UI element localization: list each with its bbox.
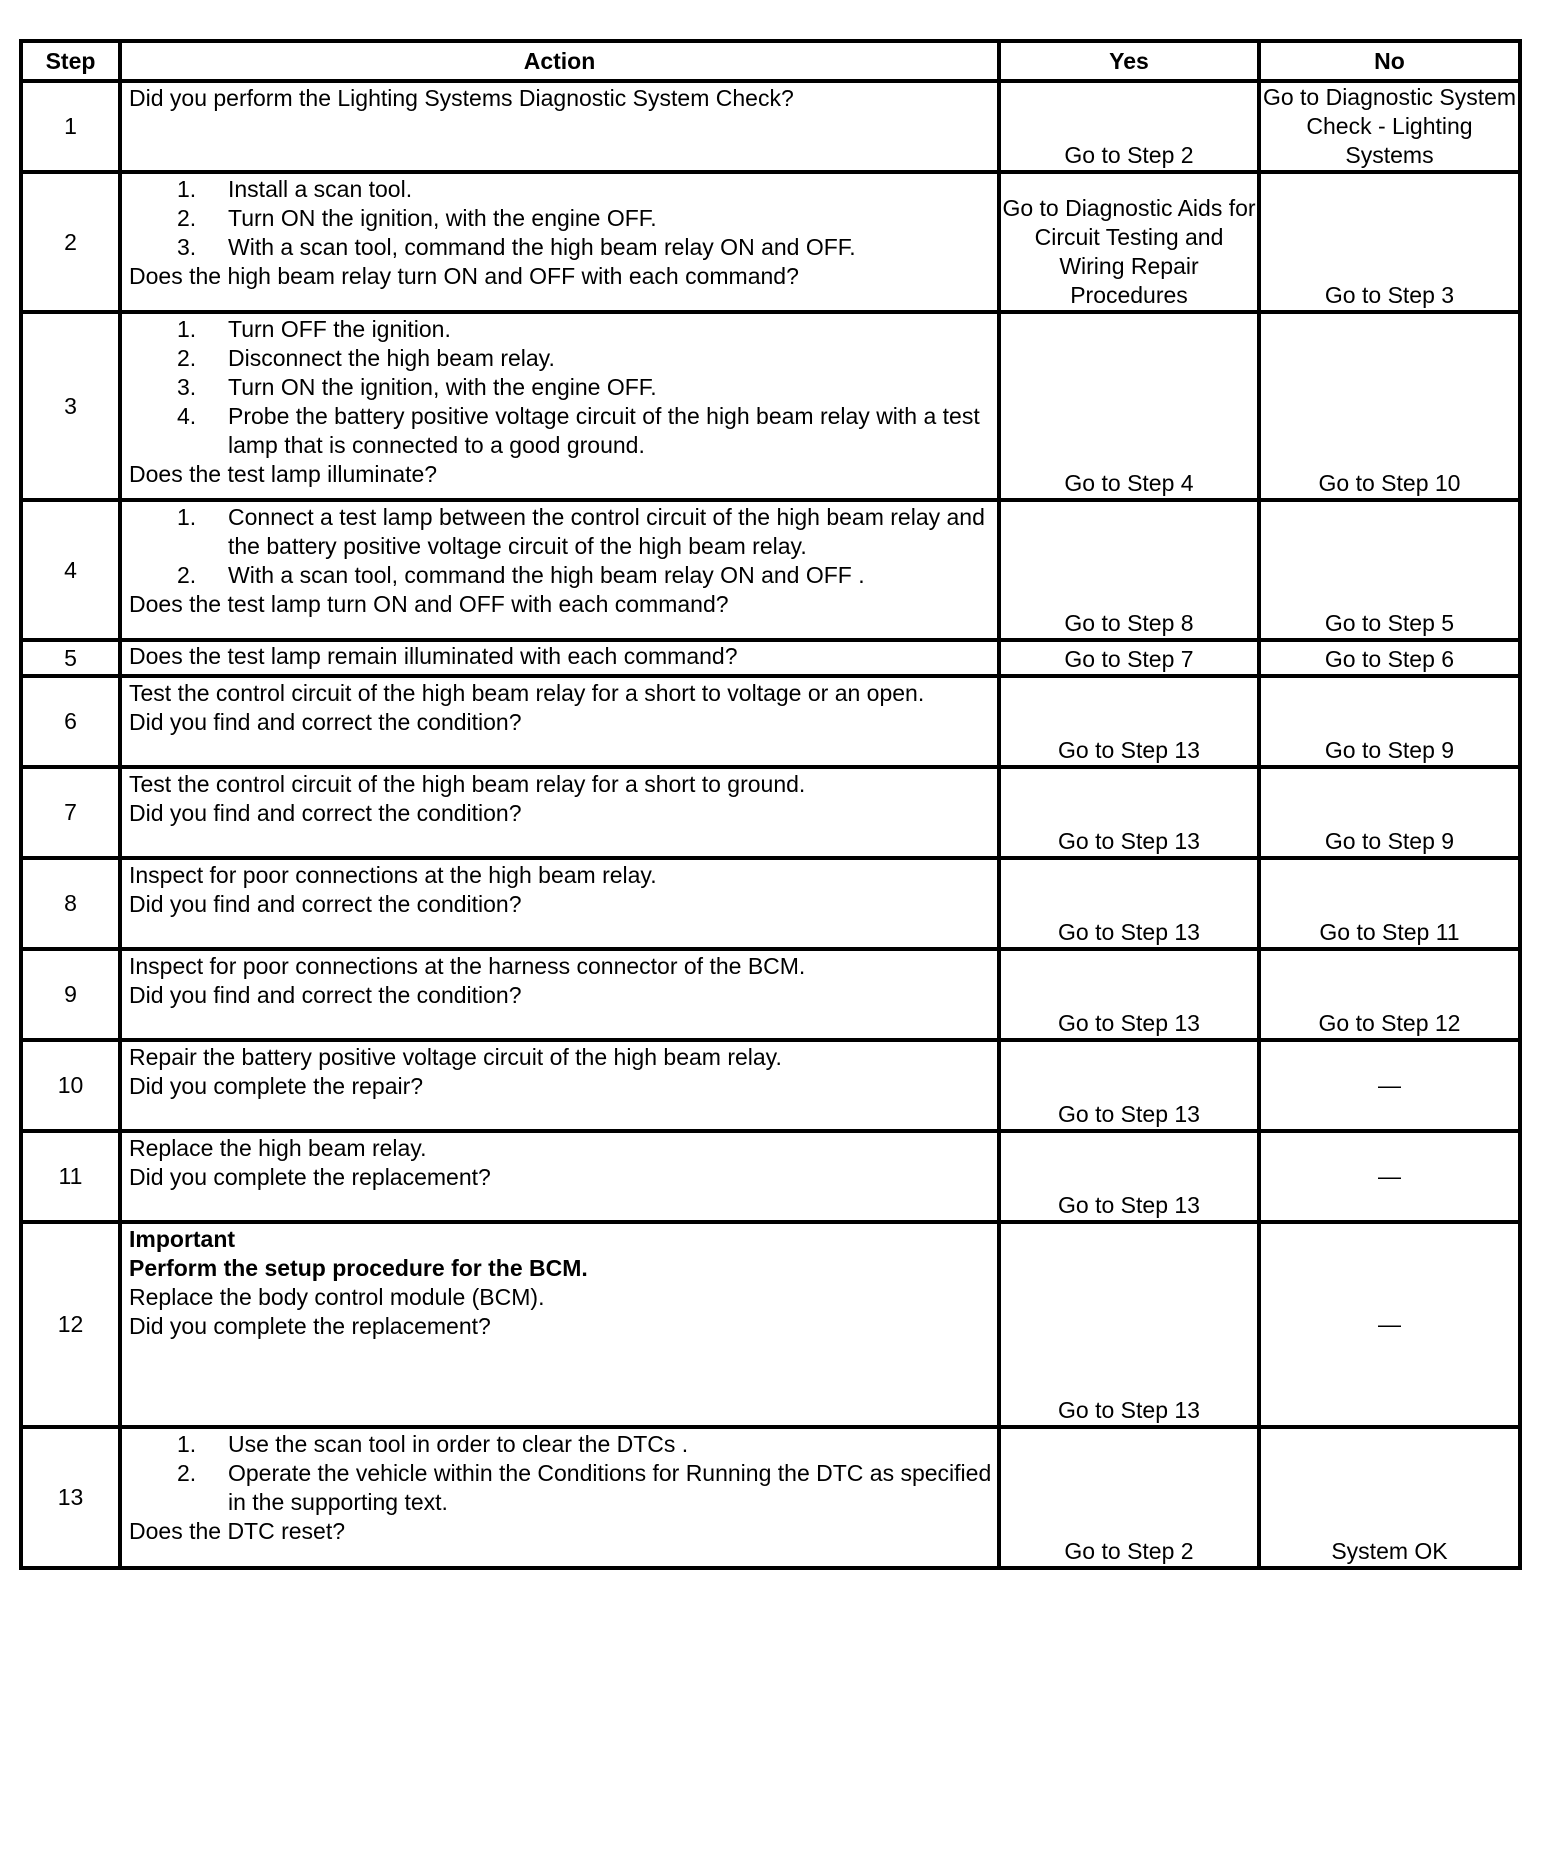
diagnostic-table bbox=[19, 39, 1522, 1570]
table-header bbox=[21, 41, 1520, 81]
action-step: 2. Turn ON the ignition, with the engine OFF. bbox=[177, 205, 657, 231]
important-heading: Important bbox=[129, 1226, 236, 1252]
table-row bbox=[21, 1222, 1520, 1427]
step-number: 11 bbox=[21, 1131, 120, 1222]
action-text: Replace the body control module (BCM). bbox=[129, 1284, 545, 1310]
action-step: 3. With a scan tool, command the high beam relay ON and OFF. bbox=[177, 234, 856, 260]
yes-cell: Go to Step 13 bbox=[999, 1131, 1259, 1222]
no-cell: Go to Step 9 bbox=[1259, 767, 1520, 858]
step-number: 12 bbox=[21, 1222, 120, 1427]
header-action: Action bbox=[120, 41, 999, 81]
action-text: Test the control circuit of the high beam relay for a short to ground. bbox=[129, 771, 806, 797]
action-question: Does the DTC reset? bbox=[129, 1518, 346, 1544]
table-row bbox=[21, 858, 1520, 949]
table-row bbox=[21, 676, 1520, 767]
action-cell bbox=[120, 312, 999, 500]
action-cell bbox=[120, 858, 999, 949]
action-cell bbox=[120, 767, 999, 858]
header-step: Step bbox=[21, 41, 120, 81]
table-row bbox=[21, 312, 1520, 500]
no-cell: Go to Step 5 bbox=[1259, 500, 1520, 640]
no-cell: — bbox=[1259, 1040, 1520, 1131]
yes-cell: Go to Step 13 bbox=[999, 1040, 1259, 1131]
step-number: 6 bbox=[21, 676, 120, 767]
action-question: Did you complete the replacement? bbox=[129, 1164, 491, 1190]
header-yes: Yes bbox=[999, 41, 1259, 81]
table-row bbox=[21, 1040, 1520, 1131]
action-cell bbox=[120, 640, 999, 676]
step-number: 9 bbox=[21, 949, 120, 1040]
action-step: 1. Use the scan tool in order to clear the DTCs . bbox=[177, 1431, 689, 1457]
action-steps bbox=[129, 175, 993, 262]
no-cell: Go to Step 3 bbox=[1259, 172, 1520, 312]
action-cell bbox=[120, 949, 999, 1040]
action-steps bbox=[129, 315, 993, 460]
no-cell: Go to Diagnostic System Check - Lighting Systems bbox=[1259, 81, 1520, 172]
action-question: Did you complete the replacement? bbox=[129, 1313, 491, 1339]
step-number: 10 bbox=[21, 1040, 120, 1131]
action-step: 4. Probe the battery positive voltage circuit of the high beam relay with a test lamp that is connected to a good ground. bbox=[177, 403, 980, 458]
table-row bbox=[21, 1427, 1520, 1568]
yes-cell: Go to Step 13 bbox=[999, 676, 1259, 767]
action-cell bbox=[120, 1131, 999, 1222]
action-question: Did you complete the repair? bbox=[129, 1073, 424, 1099]
action-cell bbox=[120, 172, 999, 312]
yes-cell: Go to Step 2 bbox=[999, 1427, 1259, 1568]
table-row bbox=[21, 767, 1520, 858]
yes-cell: Go to Step 13 bbox=[999, 949, 1259, 1040]
table-row bbox=[21, 172, 1520, 312]
action-text: Inspect for poor connections at the high beam relay. bbox=[129, 862, 657, 888]
action-step: 1. Turn OFF the ignition. bbox=[177, 316, 451, 342]
action-step: 1. Connect a test lamp between the control circuit of the high beam relay and the battery positive voltage circuit of the high beam relay. bbox=[177, 504, 985, 559]
step-number: 3 bbox=[21, 312, 120, 500]
action-text: Test the control circuit of the high beam relay for a short to voltage or an open. bbox=[129, 680, 925, 706]
table-row bbox=[21, 500, 1520, 640]
yes-cell: Go to Step 13 bbox=[999, 767, 1259, 858]
yes-cell: Go to Step 8 bbox=[999, 500, 1259, 640]
table-row bbox=[21, 1131, 1520, 1222]
step-number: 5 bbox=[21, 640, 120, 676]
action-text: Replace the high beam relay. bbox=[129, 1135, 427, 1161]
no-cell: Go to Step 11 bbox=[1259, 858, 1520, 949]
yes-cell: Go to Step 13 bbox=[999, 858, 1259, 949]
action-text: Repair the battery positive voltage circuit of the high beam relay. bbox=[129, 1044, 782, 1070]
action-cell bbox=[120, 1040, 999, 1131]
action-steps bbox=[129, 503, 993, 590]
action-question: Did you find and correct the condition? bbox=[129, 891, 522, 917]
no-cell: Go to Step 9 bbox=[1259, 676, 1520, 767]
table-row bbox=[21, 81, 1520, 172]
important-text: Perform the setup procedure for the BCM. bbox=[129, 1255, 588, 1281]
table-row bbox=[21, 949, 1520, 1040]
action-cell bbox=[120, 81, 999, 172]
no-cell: Go to Step 6 bbox=[1259, 640, 1520, 676]
no-cell: System OK bbox=[1259, 1427, 1520, 1568]
yes-cell: Go to Step 4 bbox=[999, 312, 1259, 500]
action-question: Does the test lamp turn ON and OFF with each command? bbox=[129, 591, 729, 617]
table-row bbox=[21, 640, 1520, 676]
yes-cell: Go to Step 2 bbox=[999, 81, 1259, 172]
yes-cell: Go to Step 7 bbox=[999, 640, 1259, 676]
action-question: Did you find and correct the condition? bbox=[129, 709, 522, 735]
action-cell bbox=[120, 500, 999, 640]
action-text: Does the test lamp remain illuminated with each command? bbox=[129, 643, 738, 669]
action-question: Does the test lamp illuminate? bbox=[129, 461, 438, 487]
step-number: 1 bbox=[21, 81, 120, 172]
action-text: Did you perform the Lighting Systems Diagnostic System Check? bbox=[129, 85, 794, 111]
step-number: 13 bbox=[21, 1427, 120, 1568]
yes-cell: Go to Step 13 bbox=[999, 1222, 1259, 1427]
step-number: 8 bbox=[21, 858, 120, 949]
action-cell bbox=[120, 1427, 999, 1568]
no-cell: — bbox=[1259, 1131, 1520, 1222]
action-question: Does the high beam relay turn ON and OFF with each command? bbox=[129, 263, 799, 289]
action-step: 2. Disconnect the high beam relay. bbox=[177, 345, 555, 371]
action-step: 1. Install a scan tool. bbox=[177, 176, 413, 202]
step-number: 7 bbox=[21, 767, 120, 858]
no-cell: Go to Step 10 bbox=[1259, 312, 1520, 500]
step-number: 2 bbox=[21, 172, 120, 312]
action-steps bbox=[129, 1430, 993, 1517]
action-question: Did you find and correct the condition? bbox=[129, 982, 522, 1008]
action-question: Did you find and correct the condition? bbox=[129, 800, 522, 826]
action-text: Inspect for poor connections at the harness connector of the BCM. bbox=[129, 953, 806, 979]
action-step: 2. With a scan tool, command the high beam relay ON and OFF . bbox=[177, 562, 865, 588]
yes-cell: Go to Diagnostic Aids for Circuit Testing and Wiring Repair Procedures bbox=[999, 172, 1259, 312]
no-cell: Go to Step 12 bbox=[1259, 949, 1520, 1040]
action-cell bbox=[120, 1222, 999, 1427]
header-no: No bbox=[1259, 41, 1520, 81]
action-step: 3. Turn ON the ignition, with the engine OFF. bbox=[177, 374, 657, 400]
action-step: 2. Operate the vehicle within the Conditions for Running the DTC as specified in the supporting text. bbox=[177, 1460, 992, 1515]
no-cell: — bbox=[1259, 1222, 1520, 1427]
action-cell bbox=[120, 676, 999, 767]
step-number: 4 bbox=[21, 500, 120, 640]
